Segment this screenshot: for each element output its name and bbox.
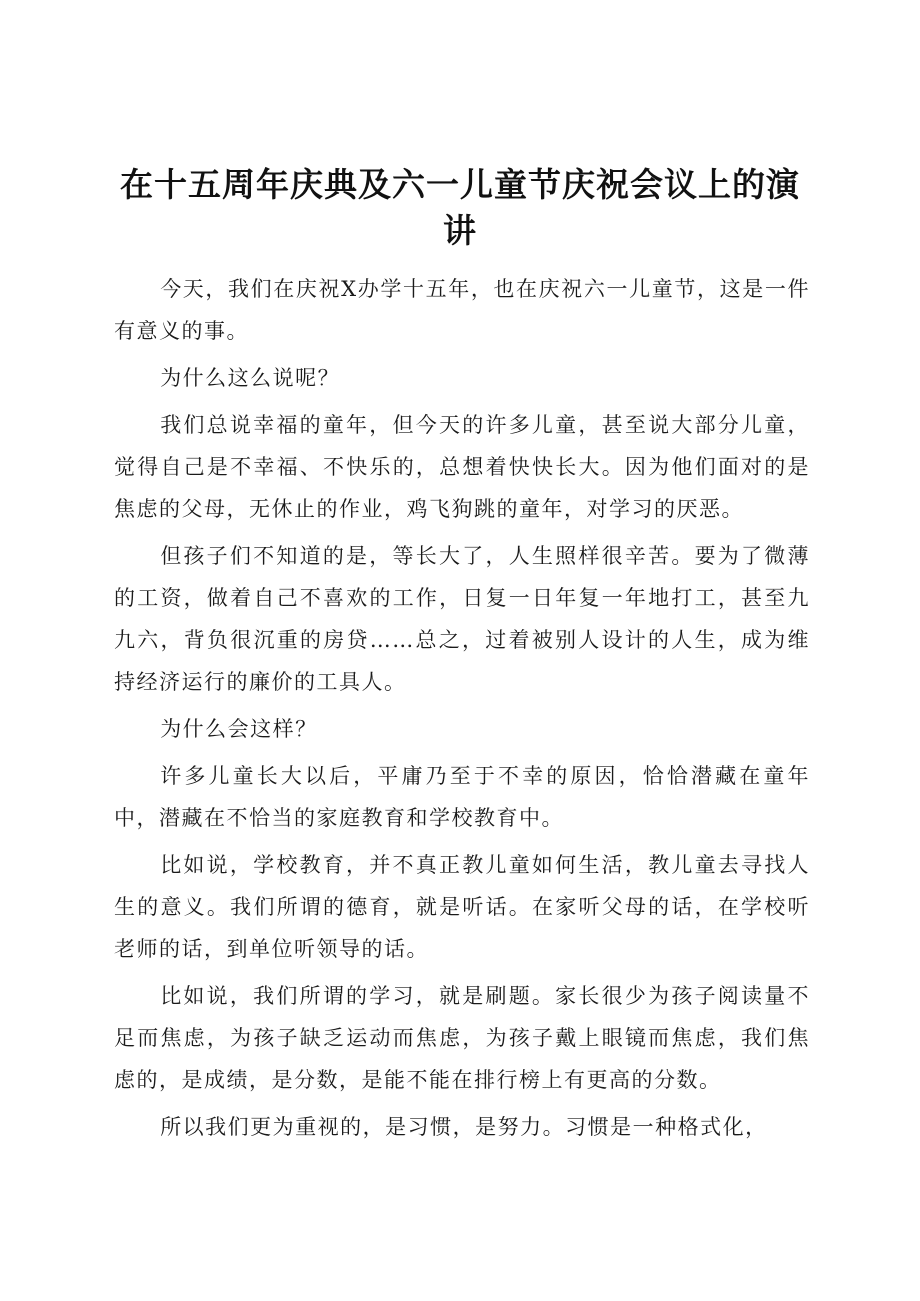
paragraph-6: 许多儿童长大以后，平庸乃至于不幸的原因，恰恰潜藏在童年中，潜藏在不恰当的家庭教育和学校教育中。 xyxy=(114,764,810,830)
paragraph-5: 为什么会这样？ xyxy=(160,717,318,741)
paragraph-1: 今天，我们在庆祝X办学十五年，也在庆祝六一儿童节，这是一件有意义的事。 xyxy=(114,277,810,343)
paragraph-7: 比如说，学校教育，并不真正教儿童如何生活，教儿童去寻找人生的意义。我们所谓的德育，就是听话。在家听父母的话，在学校听老师的话，到单位听领导的话。 xyxy=(114,853,810,961)
paragraph-2: 为什么这么说呢？ xyxy=(160,366,341,390)
paragraph-9: 所以我们更为重视的，是习惯，是努力。习惯是一种格式化， xyxy=(160,1115,768,1139)
paragraph-8: 比如说，我们所谓的学习，就是刷题。家长很少为孩子阅读量不足而焦虑，为孩子缺乏运动而焦虑，为孩子戴上眼镜而焦虑，我们焦虑的，是成绩，是分数，是能不能在排行榜上有更高的分数。 xyxy=(114,984,810,1092)
paragraph-4: 但孩子们不知道的是，等长大了，人生照样很辛苦。要为了微薄的工资，做着自己不喜欢的工作，日复一日年复一年地打工，甚至九九六，背负很沉重的房贷……总之，过着被别人设计的人生，成为维持经济运行的廉价的工具人。 xyxy=(114,544,810,694)
document-body xyxy=(114,268,810,1153)
paragraph-3: 我们总说幸福的童年，但今天的许多儿童，甚至说大部分儿童，觉得自己是不幸福、不快乐的，总想着快快长大。因为他们面对的是焦虑的父母，无休止的作业，鸡飞狗跳的童年，对学习的厌恶。 xyxy=(114,413,810,521)
document-title: 在十五周年庆典及六一儿童节庆祝会议上的演讲 xyxy=(120,165,800,250)
